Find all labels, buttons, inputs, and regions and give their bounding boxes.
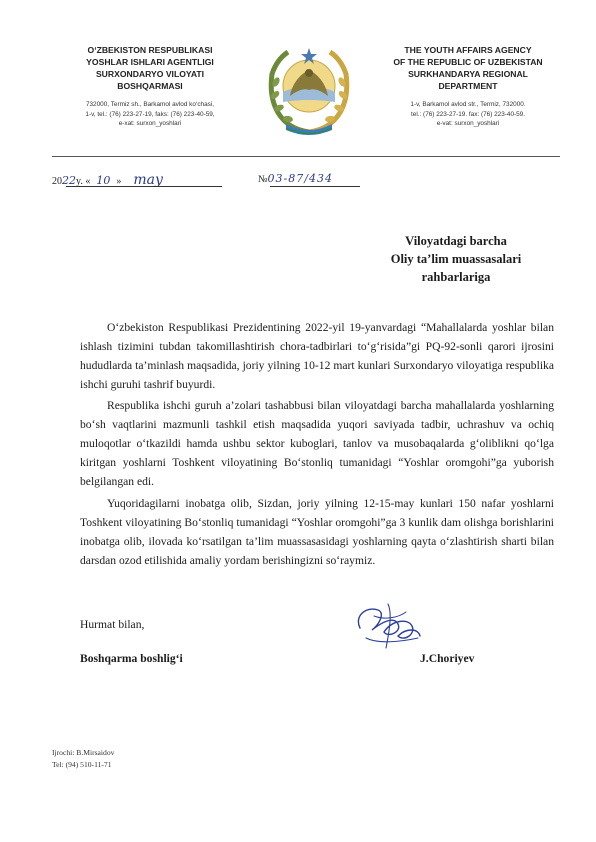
document-number-field: №03-87/434	[258, 172, 333, 185]
signatory-name: J.Choriyev	[420, 652, 475, 665]
executor-name: Ijrochi: B.Mirsaidov	[52, 748, 115, 757]
header-divider	[52, 156, 560, 157]
header-right	[368, 44, 568, 129]
addressee: Viloyatdagi barcha Oliy ta’lim muassasalari rahbarlariga	[390, 234, 522, 284]
org-address-uz: 732000, Termiz sh., Barkamol avlod ko‘chasi, 1-v, tel.: (76) 223-27-19, faks: (76) 223-40-59, e-xat: surxon_yoshlari	[85, 101, 215, 127]
org-address-en: 1-v, Barkamol avlod str., Termiz, 732000. tel.: (76) 223-27-19. fax: (76) 223-40-59. e-vat: surxon_yoshlari	[410, 101, 526, 127]
header-left	[50, 44, 250, 129]
org-name-en: THE YOUTH AFFAIRS AGENCY OF THE REPUBLIC OF UZBEKISTAN SURKHANDARYA REGIONAL DEPARTMENT	[393, 45, 543, 91]
handwritten-signature	[348, 598, 428, 660]
month-handwritten: may	[133, 172, 163, 188]
state-emblem-icon	[262, 40, 356, 140]
body-paragraph-2: Respublika ishchi guruh a’zolari tashabbusi bilan viloyatdagi barcha mahallalarda yoshlarning bo‘sh vaqtlarini mazmunli tashkil etish maqsadida yuqori saviyada tadbir, uchrashuv va ochiq muloqotlar o‘tkazildi hamda ushbu sektor kuboglari, tanlov va musobaqalarda g‘oliblikni qo‘lga kiritgan yoshlarni Toshkent viloyatining Bo‘stonliq tumanidagi “Yoshlar oromgohi”ga yuborish belgilangan edi.	[80, 399, 554, 488]
date-underline	[66, 186, 222, 187]
closing-greeting: Hurmat bilan,	[80, 618, 145, 631]
year-handwritten: 22	[62, 174, 76, 187]
signatory-title: Boshqarma boshlig‘i	[80, 652, 183, 665]
executor-phone: Tel: (94) 510-11-71	[52, 760, 112, 769]
body-paragraph-3: Yuqoridagilarni inobatga olib, Sizdan, joriy yilning 12-15-may kunlari 150 nafar yoshlarni Toshkent viloyatining Bo‘stonliq tumanidagi “Yoshlar oromgohi”ga 3 kunlik dam olishga borishlarini inobatga olib, ilovada ko‘rsatilgan ta’lim muassasasidagi yoshlarning qayta o‘zlashtirish sharti bilan darsdan ozod etilishida amaliy yordam berishingizni so‘raymiz.	[80, 497, 554, 567]
number-handwritten: 03-87/434	[267, 172, 333, 185]
body-paragraph-1: O‘zbekiston Respublikasi Prezidentining 2022-yil 19-yanvardagi “Mahallalarda yoshlar bilan ishlash tizimini tubdan takomillashtirish chora-tadbirlari to‘g‘risida”gi PQ-92-sonli qarori ijrosini hududlarda ta’minlash maqsadida, joriy yilning 10-12 mart kunlari Surxondaryo viloyatiga respublika ishchi guruhi tashrif buyurdi.	[80, 321, 554, 391]
org-name-uz: O‘ZBEKISTON RESPUBLIKASI YOSHLAR ISHLARI AGENTLIGI SURXONDARYO VILOYATI BOSHQARMASI	[86, 45, 214, 91]
day-handwritten: 10	[96, 174, 111, 187]
date-field: 2022y. « 10 » may	[52, 172, 163, 188]
number-underline	[270, 186, 360, 187]
